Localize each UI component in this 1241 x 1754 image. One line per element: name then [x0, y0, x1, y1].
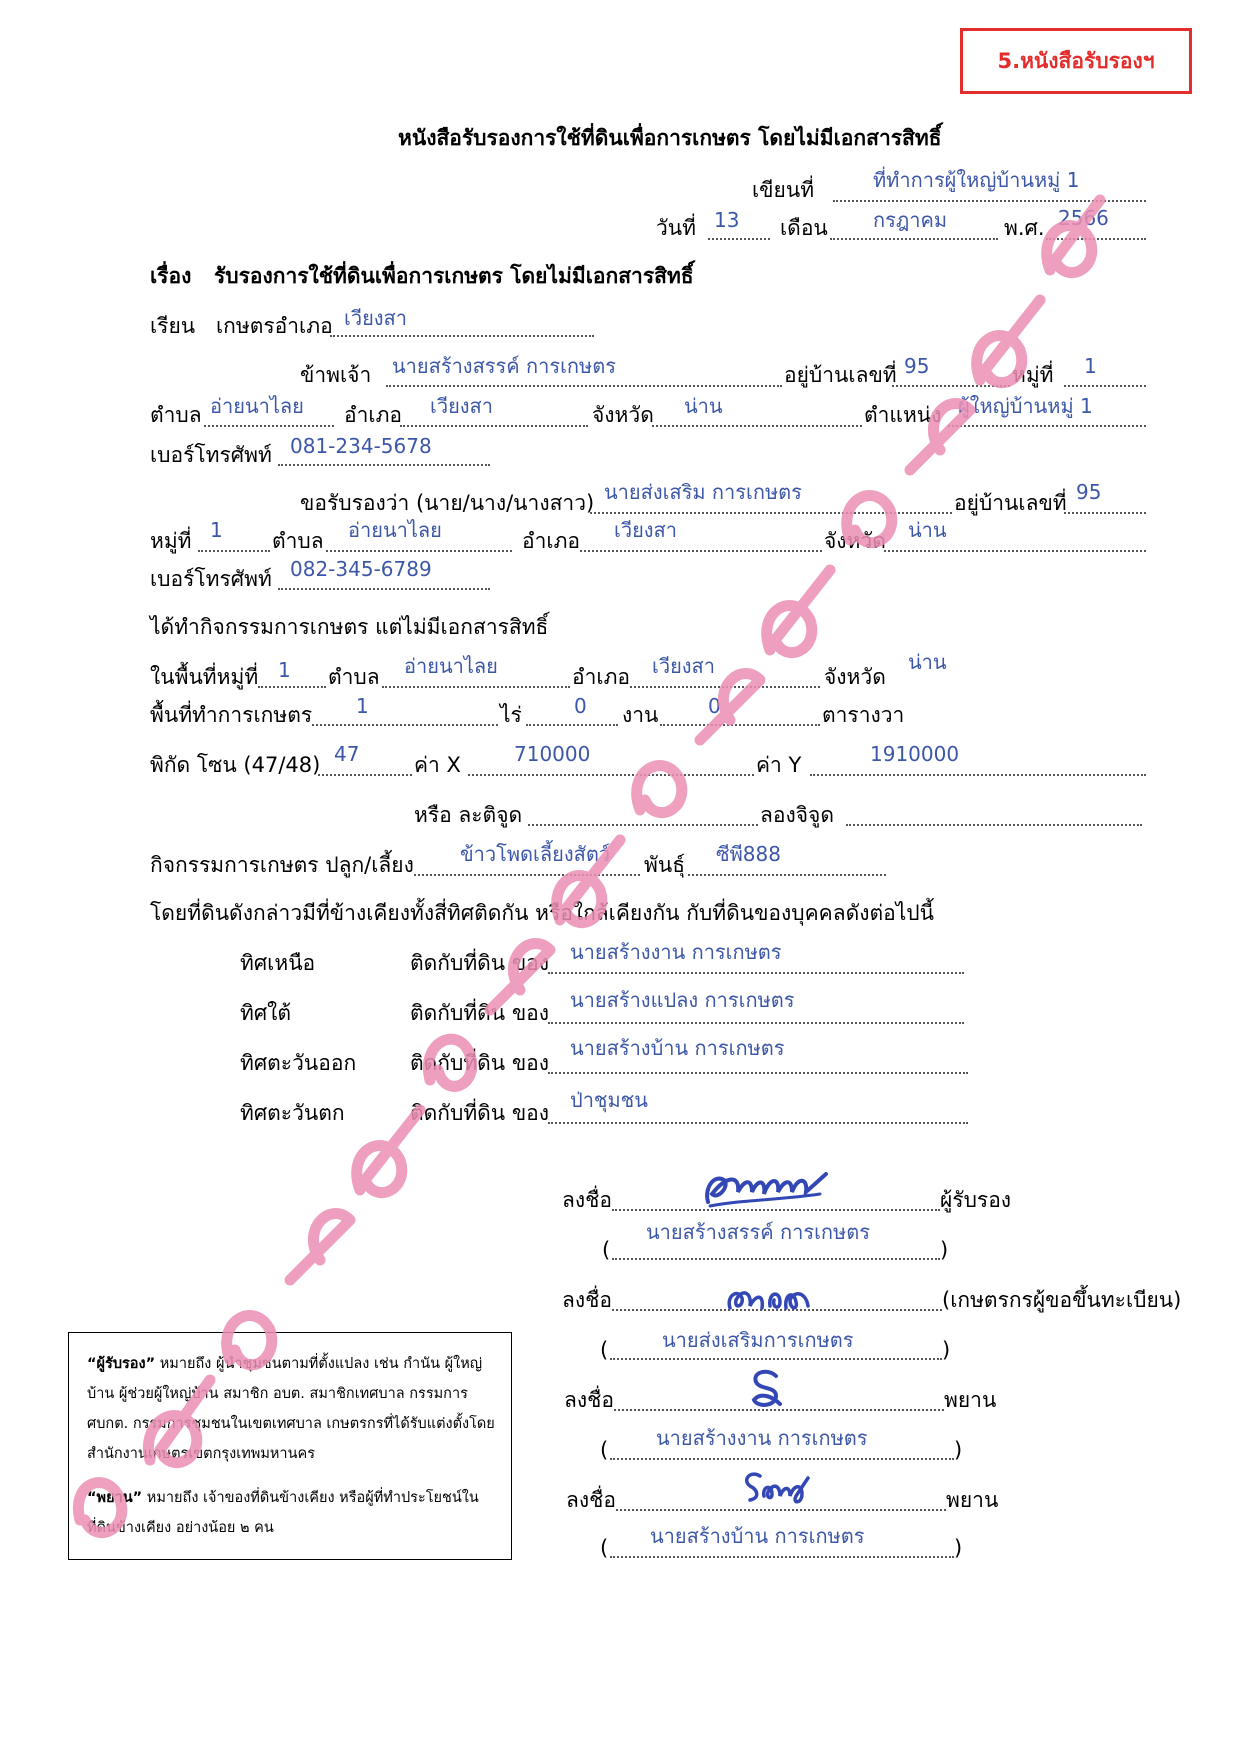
written-at-line: [833, 200, 1146, 202]
sign1-signature: [700, 1164, 832, 1214]
area-size-label: พื้นที่ทำการเกษตร: [150, 703, 313, 727]
area-moo-field[interactable]: 1: [278, 658, 291, 682]
area-amphoe-label: อำเภอ: [572, 665, 631, 689]
day-field[interactable]: 13: [714, 208, 740, 232]
boundary-east-line: [548, 1072, 968, 1074]
month-field[interactable]: กรฎาคม: [873, 208, 948, 232]
certifier-position-field[interactable]: ผู้ใหญ่บ้านหมู่ 1: [958, 394, 1093, 418]
certifier-house-line: [892, 385, 1010, 387]
certifier-moo-label: หมู่ที่: [1012, 363, 1054, 387]
sign4-line: [616, 1509, 946, 1511]
applicant-phone-line: [278, 588, 490, 590]
boundary-west-dir: ทิศตะวันตก: [240, 1101, 345, 1125]
area-ngan-label: งาน: [622, 703, 659, 727]
latitude-line[interactable]: [528, 824, 758, 826]
zone-label: พิกัด โซน (47/48): [150, 753, 321, 777]
boundary-north-owner[interactable]: นายสร้างงาน การเกษตร: [570, 940, 782, 964]
applicant-house-field[interactable]: 95: [1076, 480, 1102, 504]
area-wa-line: [660, 724, 820, 726]
certifier-name-field[interactable]: นายสร้างสรรค์ การเกษตร: [392, 354, 616, 378]
applicant-amphoe-field[interactable]: เวียงสา: [614, 518, 677, 542]
sign1-name[interactable]: นายสร้างสรรค์ การเกษตร: [646, 1220, 870, 1244]
boundary-west-line: [548, 1122, 968, 1124]
boundary-east-owner[interactable]: นายสร้างบ้าน การเกษตร: [570, 1036, 785, 1060]
year-field[interactable]: 2566: [1058, 206, 1109, 230]
variety-line: [688, 874, 886, 876]
applicant-tambon-label: ตำบล: [272, 529, 324, 553]
area-moo-label: ในพื้นที่หมู่ที่: [150, 665, 259, 689]
month-line: [830, 238, 998, 240]
applicant-house-line: [1064, 512, 1146, 514]
witness-definition-text: หมายถึง เจ้าของที่ดินข้างเคียง หรือผู้ที่ทำประโยชน์ในที่ดินข้างเคียง อย่างน้อย ๒ คน: [87, 1490, 479, 1536]
certifier-tambon-field[interactable]: อ่ายนาไลย: [210, 394, 304, 418]
sign2-name[interactable]: นายส่งเสริมการเกษตร: [662, 1328, 854, 1352]
longitude-label: ลองจิจูด: [760, 803, 834, 827]
x-line: [468, 774, 754, 776]
definitions-note: [68, 1332, 512, 1560]
sign4-role: พยาน: [946, 1488, 999, 1512]
applicant-province-label: จังหวัด: [824, 529, 886, 553]
applicant-tambon-line: [326, 550, 512, 552]
sign2-close-paren: ): [942, 1338, 951, 1362]
applicant-province-field[interactable]: น่าน: [908, 518, 947, 542]
applicant-phone-field[interactable]: 082-345-6789: [290, 557, 432, 581]
activity-intro: ได้ทำกิจกรรมการเกษตร แต่ไม่มีเอกสารสิทธิ์: [150, 615, 549, 639]
certifier-amphoe-field[interactable]: เวียงสา: [430, 394, 493, 418]
sign2-signature: [724, 1278, 814, 1318]
boundary-north-line: [548, 972, 964, 974]
applicant-moo-label: หมู่ที่: [150, 529, 192, 553]
certifier-province-line: [652, 425, 862, 427]
to-line: [330, 335, 594, 337]
certifier-phone-field[interactable]: 081-234-5678: [290, 434, 432, 458]
area-amphoe-line: [630, 686, 820, 688]
sign1-close-paren: ): [940, 1238, 949, 1262]
month-label: เดือน: [780, 216, 828, 240]
sign1-open-paren: (: [602, 1238, 611, 1262]
witness-term: “พยาน”: [87, 1490, 143, 1506]
x-label: ค่า X: [414, 753, 461, 777]
sign3-open-paren: (: [600, 1438, 609, 1462]
witness-definition: [87, 1483, 497, 1543]
certifier-moo-field[interactable]: 1: [1084, 354, 1097, 378]
zone-field[interactable]: 47: [334, 742, 360, 766]
boundary-south-line: [548, 1022, 964, 1024]
boundary-north-text: ติดกับที่ดิน ของ: [410, 951, 550, 975]
sign1-name-line: [612, 1258, 940, 1260]
boundary-east-text: ติดกับที่ดิน ของ: [410, 1051, 550, 1075]
certifier-name-label: ข้าพเจ้า: [300, 363, 372, 387]
subject-text: รับรองการใช้ที่ดินเพื่อการเกษตร โดยไม่มีเอกสารสิทธิ์: [214, 264, 694, 288]
corner-tag: 5.หนังสือรับรองฯ: [960, 28, 1192, 94]
certifier-house-field[interactable]: 95: [904, 354, 930, 378]
sign4-close-paren: ): [954, 1536, 963, 1560]
area-moo-line: [258, 686, 326, 688]
certifier-name-line: [386, 385, 782, 387]
sign3-name[interactable]: นายสร้างงาน การเกษตร: [656, 1426, 868, 1450]
area-wa-field[interactable]: 0: [708, 694, 721, 718]
area-amphoe-field[interactable]: เวียงสา: [652, 654, 715, 678]
applicant-name-field[interactable]: นายส่งเสริม การเกษตร: [604, 480, 802, 504]
certifier-moo-line: [1064, 385, 1146, 387]
certifier-phone-label: เบอร์โทรศัพท์: [150, 443, 272, 467]
boundary-west-owner[interactable]: ป่าชุมชน: [570, 1088, 648, 1112]
sign2-role: (เกษตรกรผู้ขอขึ้นทะเบียน): [942, 1288, 1182, 1312]
applicant-amphoe-line: [580, 550, 822, 552]
sign3-name-line: [610, 1458, 954, 1460]
applicant-name-line: [590, 512, 952, 514]
boundary-west-text: ติดกับที่ดิน ของ: [410, 1101, 550, 1125]
area-province-label: จังหวัด: [824, 665, 886, 689]
certifier-house-label: อยู่บ้านเลขที่: [784, 363, 897, 387]
sign4-name-line: [610, 1556, 954, 1558]
certifier-definition: [87, 1349, 497, 1469]
y-line: [810, 774, 1146, 776]
sign3-label: ลงชื่อ: [564, 1388, 614, 1412]
subject-label: เรื่อง: [150, 264, 192, 288]
applicant-amphoe-label: อำเภอ: [522, 529, 581, 553]
certifier-amphoe-label: อำเภอ: [344, 403, 403, 427]
area-rai-field[interactable]: 1: [356, 694, 369, 718]
certifier-term: “ผู้รับรอง”: [87, 1356, 156, 1372]
applicant-phone-label: เบอร์โทรศัพท์: [150, 567, 272, 591]
sign4-signature: [740, 1468, 812, 1508]
area-rai-line: [312, 724, 498, 726]
area-tambon-field[interactable]: อ่ายนาไลย: [404, 654, 498, 678]
y-label: ค่า Y: [756, 753, 802, 777]
area-province-field[interactable]: น่าน: [908, 650, 947, 674]
applicant-tambon-field[interactable]: อ่ายนาไลย: [348, 518, 442, 542]
area-rai-label: ไร่: [500, 703, 522, 727]
sign3-role: พยาน: [944, 1388, 997, 1412]
certifier-tambon-label: ตำบล: [150, 403, 202, 427]
sign1-role: ผู้รับรอง: [940, 1188, 1012, 1212]
day-line: [708, 238, 770, 240]
area-ngan-line: [526, 724, 618, 726]
certifier-tambon-line: [204, 425, 334, 427]
certifier-province-field[interactable]: น่าน: [684, 394, 723, 418]
sign3-signature: [746, 1366, 786, 1410]
certifier-position-label: ตำแหน่ง: [864, 403, 942, 427]
boundary-south-owner[interactable]: นายสร้างแปลง การเกษตร: [570, 988, 795, 1012]
boundary-intro: โดยที่ดินดังกล่าวมีที่ข้างเคียงทั้งสี่ทิศติดกัน หรือใกล้เคียงกัน กับที่ดินของบุคคลดังต่อไปนี้: [150, 901, 934, 925]
x-field[interactable]: 710000: [514, 742, 591, 766]
area-tambon-label: ตำบล: [328, 665, 380, 689]
area-ngan-field[interactable]: 0: [574, 694, 587, 718]
longitude-line[interactable]: [846, 824, 1142, 826]
certifier-amphoe-line: [400, 425, 588, 427]
written-at-field[interactable]: ที่ทำการผู้ใหญ่บ้านหมู่ 1: [873, 168, 1080, 192]
boundary-south-text: ติดกับที่ดิน ของ: [410, 1001, 550, 1025]
zone-line: [318, 774, 412, 776]
year-line: [1046, 238, 1146, 240]
y-field[interactable]: 1910000: [870, 742, 960, 766]
variety-label: พันธุ์: [644, 853, 686, 877]
to-field[interactable]: เวียงสา: [344, 306, 407, 330]
certifier-definition-text: หมายถึง ผู้นำชุมชนตามที่ตั้งแปลง เช่น กำนัน ผู้ใหญ่บ้าน ผู้ช่วยผู้ใหญ่บ้าน สมาชิก อบต. สมาชิกเทศบาล กรรมการ ศบกต. กรรมการชุมชนในเขตเทศบาล เกษตรกรที่ได้รับแต่งตั้งโดยสำนักงานเกษตรเขตกรุงเทพมหานคร: [87, 1356, 495, 1462]
boundary-north-dir: ทิศเหนือ: [240, 951, 316, 975]
to-label: เรียน: [150, 314, 196, 338]
area-wa-label: ตารางวา: [822, 703, 905, 727]
applicant-province-line: [884, 550, 1146, 552]
sign4-name[interactable]: นายสร้างบ้าน การเกษตร: [650, 1524, 865, 1548]
sign4-label: ลงชื่อ: [566, 1488, 616, 1512]
variety-field[interactable]: ซีพี888: [716, 842, 781, 866]
certifier-phone-line: [278, 464, 490, 466]
applicant-moo-field[interactable]: 1: [210, 518, 223, 542]
sign2-open-paren: (: [600, 1338, 609, 1362]
day-label: วันที่: [656, 216, 696, 240]
applicant-house-label: อยู่บ้านเลขที่: [954, 491, 1067, 515]
year-label: พ.ศ.: [1004, 216, 1045, 240]
written-at-label: เขียนที่: [752, 178, 815, 202]
area-tambon-line: [382, 686, 570, 688]
to-prefix: เกษตรอำเภอ: [216, 314, 333, 338]
latitude-label: หรือ ละติจูด: [414, 803, 523, 827]
applicant-moo-line: [198, 550, 270, 552]
sign2-name-line: [610, 1358, 942, 1360]
certifier-province-label: จังหวัด: [592, 403, 654, 427]
boundary-south-dir: ทิศใต้: [240, 1001, 292, 1025]
sign3-close-paren: ): [954, 1438, 963, 1462]
crop-label: กิจกรรมการเกษตร ปลูก/เลี้ยง: [150, 853, 414, 877]
crop-line: [414, 874, 640, 876]
sign2-label: ลงชื่อ: [562, 1288, 612, 1312]
applicant-name-label: ขอรับรองว่า (นาย/นาง/นางสาว): [300, 491, 595, 515]
sign4-open-paren: (: [600, 1536, 609, 1560]
boundary-east-dir: ทิศตะวันออก: [240, 1051, 357, 1075]
document-title: หนังสือรับรองการใช้ที่ดินเพื่อการเกษตร โดยไม่มีเอกสารสิทธิ์: [398, 126, 942, 150]
sign1-label: ลงชื่อ: [562, 1188, 612, 1212]
certifier-position-line: [948, 425, 1146, 427]
crop-field[interactable]: ข้าวโพดเลี้ยงสัตว์: [460, 842, 611, 866]
